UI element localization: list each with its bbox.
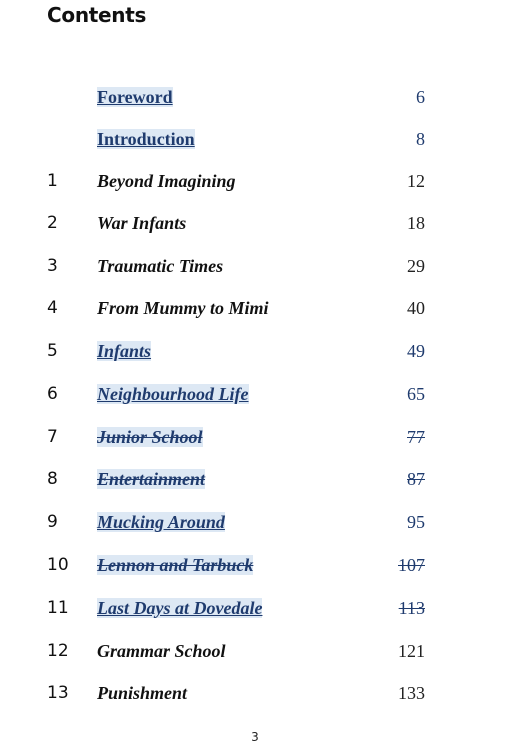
toc-entry-page: 133	[398, 683, 425, 703]
toc-entry-chapter-2	[0, 208, 510, 238]
toc-entry-number: 1	[47, 171, 58, 191]
toc-entry-page[interactable]: 95	[407, 512, 425, 532]
toc-entry-introduction[interactable]	[0, 124, 510, 154]
toc-entry-title: From Mummy to Mimi	[97, 298, 269, 318]
toc-entry-page[interactable]: 65	[407, 384, 425, 404]
toc-entry-number: 7	[47, 427, 58, 447]
toc-entry-title: Punishment	[97, 683, 188, 703]
toc-entry-number: 5	[47, 341, 58, 361]
toc-entry-number: 9	[47, 512, 58, 532]
toc-entry-chapter-11[interactable]	[0, 593, 510, 623]
toc-entry-chapter-6[interactable]	[0, 379, 510, 409]
toc-entry-page[interactable]: 8	[416, 129, 425, 149]
toc-entry-title[interactable]: Entertainment	[97, 469, 206, 489]
toc-entry-title: War Infants	[97, 213, 187, 233]
toc-entry-title: Grammar School	[97, 641, 226, 661]
toc-entry-number: 11	[47, 598, 69, 618]
toc-entry-number: 6	[47, 384, 58, 404]
toc-entry-number: 13	[47, 683, 69, 703]
toc-entry-page[interactable]: 49	[407, 341, 425, 361]
toc-entry-chapter-9[interactable]	[0, 507, 510, 537]
toc-entry-title[interactable]: Introduction	[97, 129, 195, 149]
toc-entry-chapter-7[interactable]	[0, 422, 510, 452]
toc-entry-chapter-5[interactable]	[0, 336, 510, 366]
toc-entry-chapter-13	[0, 678, 510, 708]
toc-entry-chapter-1	[0, 166, 510, 196]
contents-heading: Contents	[47, 3, 147, 27]
toc-entry-title[interactable]: Lennon and Tarbuck	[97, 555, 254, 575]
toc-entry-title[interactable]: Mucking Around	[97, 512, 225, 532]
toc-entry-number: 10	[47, 555, 69, 575]
toc-entry-page[interactable]: 77	[407, 427, 425, 447]
toc-entry-title[interactable]: Junior School	[97, 427, 203, 447]
toc-entry-page[interactable]: 113	[398, 598, 425, 618]
toc-entry-page: 40	[407, 298, 425, 318]
toc-entry-chapter-10[interactable]	[0, 550, 510, 580]
toc-entry-title[interactable]: Neighbourhood Life	[97, 384, 249, 404]
toc-entry-title[interactable]: Foreword	[97, 87, 173, 107]
toc-entry-number: 4	[47, 298, 58, 318]
footer-page-number: 3	[251, 730, 259, 744]
toc-entry-chapter-3	[0, 251, 510, 281]
toc-entry-page: 12	[407, 171, 425, 191]
toc-entry-title: Traumatic Times	[97, 256, 224, 276]
toc-entry-title: Beyond Imagining	[97, 171, 236, 191]
toc-entry-number: 12	[47, 641, 69, 661]
toc-entry-page[interactable]: 6	[416, 87, 425, 107]
toc-entry-page: 18	[407, 213, 425, 233]
toc-entry-title[interactable]: Last Days at Dovedale	[97, 598, 263, 618]
toc-entry-page: 121	[398, 641, 425, 661]
toc-entry-page: 29	[407, 256, 425, 276]
toc-entry-number: 8	[47, 469, 58, 489]
toc-entry-page[interactable]: 87	[407, 469, 425, 489]
toc-entry-chapter-8[interactable]	[0, 464, 510, 494]
toc-entry-chapter-4	[0, 293, 510, 323]
toc-entry-title[interactable]: Infants	[97, 341, 152, 361]
toc-entry-number: 2	[47, 213, 58, 233]
toc-entry-foreword[interactable]	[0, 82, 510, 112]
toc-entry-page[interactable]: 107	[398, 555, 425, 575]
toc-entry-number: 3	[47, 256, 58, 276]
toc-entry-chapter-12	[0, 636, 510, 666]
